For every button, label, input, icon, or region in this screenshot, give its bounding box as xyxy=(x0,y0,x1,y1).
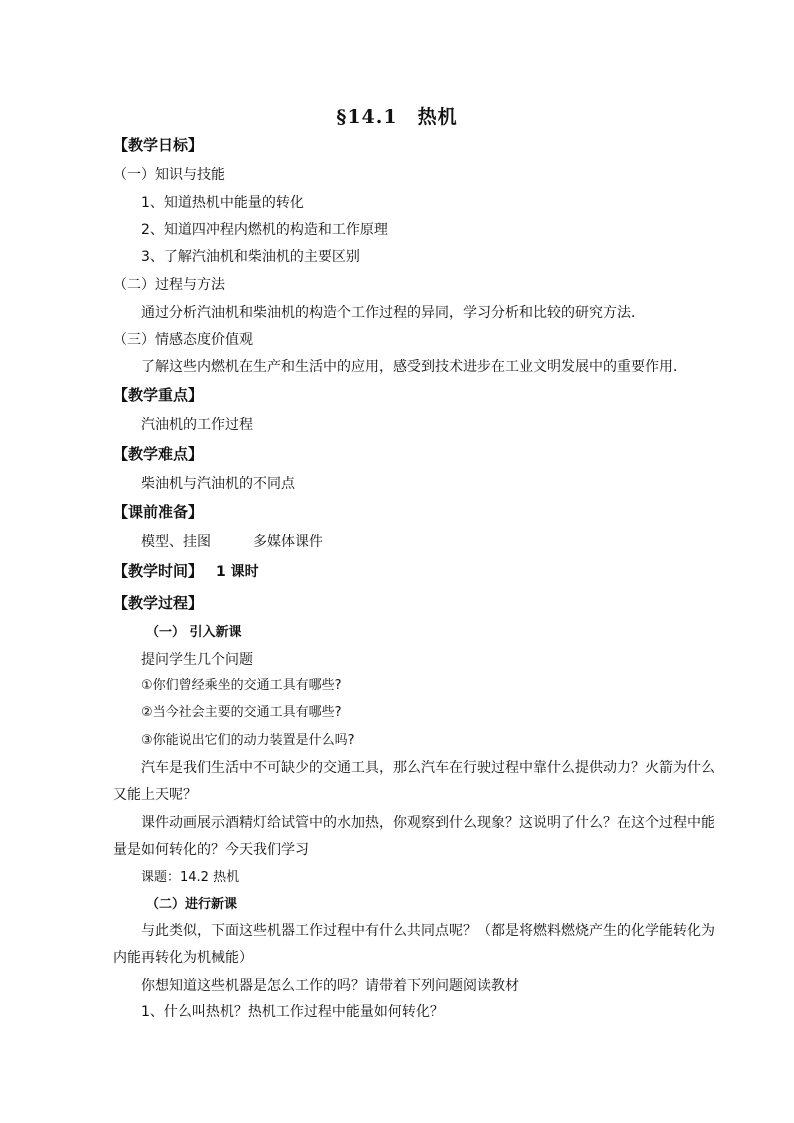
section-process-heading: （二）过程与方法 xyxy=(113,277,225,293)
key-point-text: 汽油机的工作过程 xyxy=(141,417,253,433)
difficulty-heading: 【教学难点】 xyxy=(113,445,204,463)
page-title: §14.1 热机 xyxy=(336,106,458,128)
question-item: ③你能说出它们的动力装置是什么吗? xyxy=(141,733,355,748)
reading-prompt: 你想知道这些机器是怎么工作的吗？请带着下列问题阅读教材 xyxy=(141,978,519,994)
difficulty-text: 柴油机与汽油机的不同点 xyxy=(141,476,295,492)
preparation-heading: 【课前准备】 xyxy=(113,503,204,521)
question-item: ②当今社会主要的交通工具有哪些? xyxy=(141,705,342,720)
lesson-topic: 课题：14.2 热机 xyxy=(141,870,240,885)
knowledge-item: 3、了解汽油机和柴油机的主要区别 xyxy=(141,249,360,265)
new-lesson-heading: （二）进行新课 xyxy=(146,897,238,912)
time-text: 1 课时 xyxy=(216,564,259,580)
reading-question: 1、什么叫热机？热机工作过程中能量如何转化？ xyxy=(141,1004,444,1020)
knowledge-item: 2、知道四冲程内燃机的构造和工作原理 xyxy=(141,222,388,238)
goals-heading: 【教学日标】 xyxy=(113,136,204,154)
process-method-text: 通过分析汽油机和柴油机的构造个工作过程的异同，学习分析和比较的研究方法． xyxy=(141,305,645,321)
intro-heading: （一） 引入新课 xyxy=(146,625,242,640)
question-item: ①你们曾经乘坐的交通工具有哪些? xyxy=(141,678,342,693)
paragraph-common-text: 与此类似，下面这些机器工作过程中有什么共同点呢？（都是将燃料燃烧产生的化学能转化为内能再转化为机械能） xyxy=(113,923,715,966)
key-point-heading: 【教学重点】 xyxy=(113,386,204,404)
paragraph-demo xyxy=(113,810,723,864)
section-emotion-heading: （三）情感态度价值观 xyxy=(113,332,253,348)
process-heading: 【教学过程】 xyxy=(113,594,204,612)
preparation-text: 模型、挂图 多媒体课件 xyxy=(141,534,323,550)
emotion-text: 了解这些内燃机在生产和生活中的应用，感受到技术进步在工业文明发展中的重要作用． xyxy=(141,359,687,375)
intro-text: 提问学生几个问题 xyxy=(141,652,253,668)
paragraph-car-text: 汽车是我们生活中不可缺少的交通工具，那么汽车在行驶过程中靠什么提供动力？火箭为什么又能上天呢？ xyxy=(113,760,715,803)
paragraph-car xyxy=(113,755,723,809)
paragraph-common xyxy=(113,918,723,972)
knowledge-item: 1、知道热机中能量的转化 xyxy=(141,195,304,211)
time-heading: 【教学时间】 xyxy=(113,562,204,580)
paragraph-demo-text: 课件动画展示酒精灯给试管中的水加热，你观察到什么现象？这说明了什么？在这个过程中能量是如何转化的？今天我们学习 xyxy=(113,815,715,858)
section-knowledge-heading: （一）知识与技能 xyxy=(113,167,225,183)
